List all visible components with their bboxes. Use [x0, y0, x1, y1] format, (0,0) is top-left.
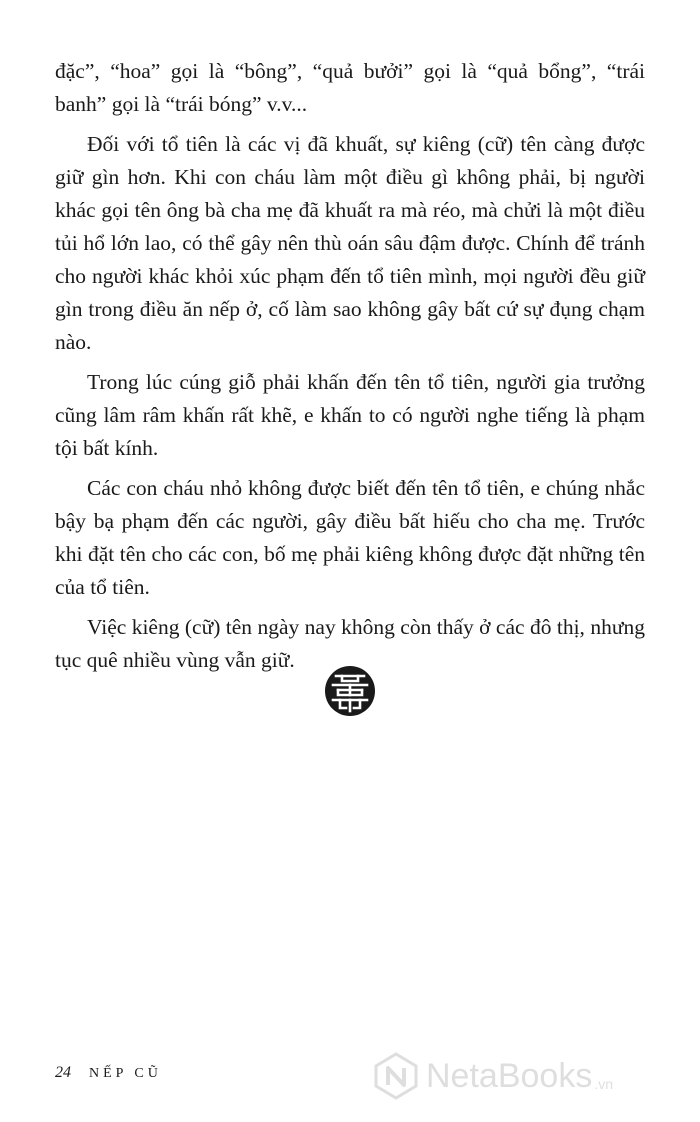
paragraph-5: Việc kiêng (cữ) tên ngày nay không còn thấy ở các đô thị, nhưng tục quê nhiều vùng vẫn giữ.: [55, 615, 645, 672]
running-title: NẾP CŨ: [89, 1066, 162, 1081]
page-footer: [55, 1064, 162, 1082]
netabooks-logo-icon: [372, 1052, 420, 1100]
paragraph-1: đặc”, “hoa” gọi là “bông”, “quả bưởi” gọi là “quả bổng”, “trái banh” gọi là “trái bóng” v.v...: [55, 59, 645, 116]
watermark-text: NetaBooks: [426, 1056, 593, 1095]
longevity-symbol-icon: [324, 665, 376, 717]
page-number: 24: [55, 1064, 71, 1081]
page-body: [55, 55, 645, 684]
watermark-suffix: .vn: [594, 1076, 614, 1092]
paragraph-4: Các con cháu nhỏ không được biết đến tên tổ tiên, e chúng nhắc bậy bạ phạm đến các người, gây điều bất hiếu cho cha mẹ. Trước khi đặt tên cho các con, bố mẹ phải kiêng không được đặt những tên của tổ tiên.: [55, 476, 645, 599]
paragraph-2: Đối với tổ tiên là các vị đã khuất, sự kiêng (cữ) tên càng được giữ gìn hơn. Khi con cháu làm một điều gì không phải, bị người khác gọi tên ông bà cha mẹ đã khuất ra mà réo, mà chửi là một điều tủi hổ lớn lao, có thể gây nên thù oán sâu đậm được. Chính để tránh cho người khác khỏi xúc phạm đến tổ tiên mình, mọi người đều giữ gìn trong điều ăn nếp ở, cố làm sao không gây bất cứ sự đụng chạm nào.: [55, 132, 645, 354]
watermark: [372, 1048, 613, 1104]
paragraph-3: Trong lúc cúng giỗ phải khấn đến tên tổ tiên, người gia trưởng cũng lâm râm khấn rất khẽ, e khấn to có người nghe tiếng là phạm tội bất kính.: [55, 370, 645, 460]
